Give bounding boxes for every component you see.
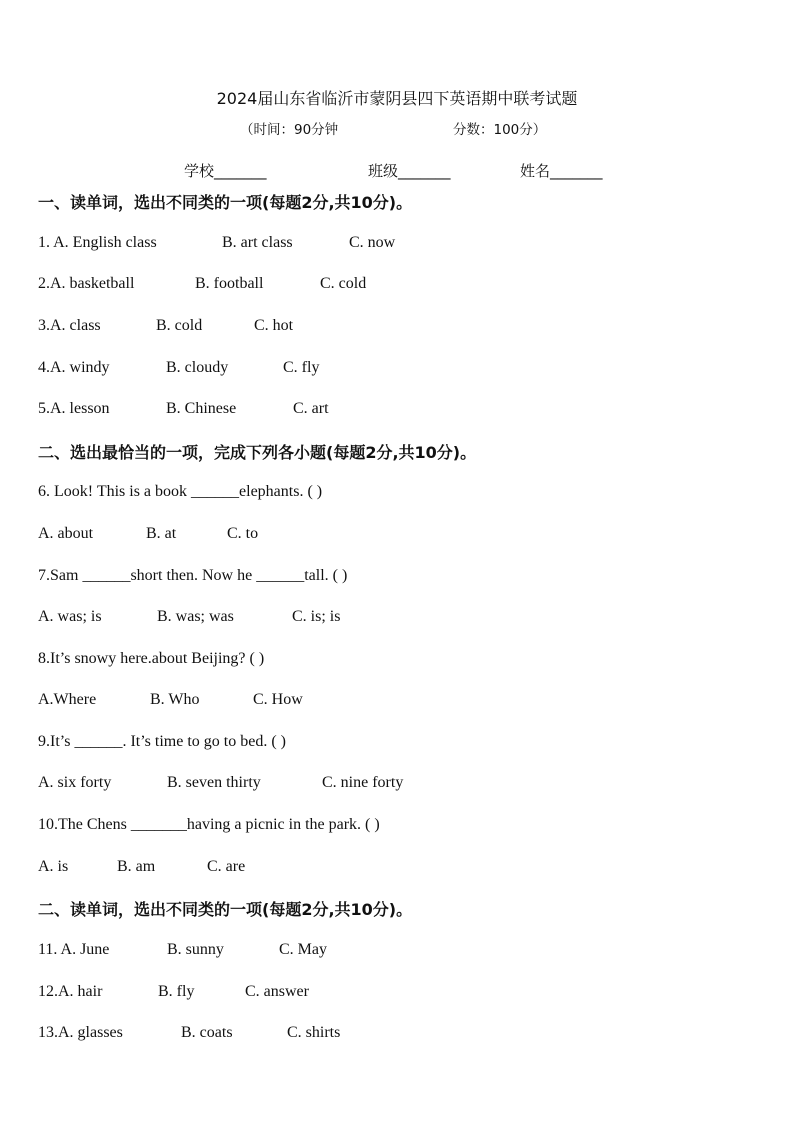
option-a: A. is: [38, 858, 69, 875]
question-line: [38, 359, 319, 377]
section-heading: 二、读单词，选出不同类的一项(每题2分,共10分)。: [38, 900, 413, 919]
option-a: 4.A. windy: [38, 359, 110, 376]
option-c: C. fly: [283, 359, 320, 376]
exam-time: （时间：90分钟: [240, 122, 339, 138]
question-line: [38, 858, 245, 876]
option-b: B. Who: [150, 691, 200, 708]
question-line: [38, 983, 309, 1001]
option-a: 11. A. June: [38, 941, 110, 958]
option-c: C. nine forty: [322, 774, 404, 791]
question-stem: 10.The Chens _______having a picnic in the park. ( ): [38, 816, 380, 833]
option-b: B. at: [146, 525, 177, 542]
option-c: C. shirts: [287, 1024, 341, 1041]
option-b: B. cold: [156, 317, 203, 334]
question-line: [38, 234, 395, 252]
school-field: 学校_______: [184, 162, 267, 180]
option-a: 12.A. hair: [38, 983, 103, 1000]
option-b: B. football: [195, 275, 264, 292]
option-b: B. fly: [158, 983, 195, 1000]
question-line: [38, 774, 403, 792]
option-a: A. six forty: [38, 774, 112, 791]
question-stem: 7.Sam ______short then. Now he ______tall. ( ): [38, 567, 348, 584]
option-a: 5.A. lesson: [38, 400, 110, 417]
option-c: C. are: [207, 858, 246, 875]
section-heading: 一、读单词，选出不同类的一项(每题2分,共10分)。: [38, 193, 413, 212]
option-b: B. coats: [181, 1024, 233, 1041]
option-a: 3.A. class: [38, 317, 101, 334]
option-b: B. was; was: [157, 608, 234, 625]
question-stem: 8.It’s snowy here.about Beijing? ( ): [38, 650, 265, 667]
option-c: C. now: [349, 234, 396, 251]
class-field: 班级_______: [368, 162, 451, 180]
option-b: B. am: [117, 858, 156, 875]
question-line: [38, 941, 327, 959]
option-c: C. How: [253, 691, 303, 708]
option-b: B. Chinese: [166, 400, 237, 417]
option-c: C. is; is: [292, 608, 341, 625]
question-line: [38, 525, 258, 543]
option-a: A. about: [38, 525, 94, 542]
question-stem: 9.It’s ______. It’s time to go to bed. ( ): [38, 733, 286, 750]
option-b: B. cloudy: [166, 359, 229, 376]
option-c: C. cold: [320, 275, 367, 292]
option-c: C. hot: [254, 317, 294, 334]
exam-score: 分数：100分）: [453, 122, 547, 138]
question-line: [38, 400, 329, 418]
option-a: 1. A. English class: [38, 234, 157, 251]
option-b: B. seven thirty: [167, 774, 261, 791]
option-c: C. answer: [245, 983, 309, 1000]
page-title: 2024届山东省临沂市蒙阴县四下英语期中联考试题: [216, 89, 578, 108]
option-a: A.Where: [38, 691, 97, 708]
question-line: [38, 608, 340, 626]
option-c: C. May: [279, 941, 327, 958]
option-a: 13.A. glasses: [38, 1024, 123, 1041]
question-line: [38, 317, 293, 335]
option-b: B. art class: [222, 234, 293, 251]
question-line: [38, 691, 303, 709]
question-stem: 6. Look! This is a book ______elephants. ( ): [38, 483, 323, 500]
option-a: 2.A. basketball: [38, 275, 135, 292]
name-field: 姓名_______: [520, 162, 603, 180]
option-b: B. sunny: [167, 941, 224, 958]
option-c: C. art: [293, 400, 329, 417]
section-heading: 二、选出最恰当的一项，完成下列各小题(每题2分,共10分)。: [38, 443, 477, 462]
option-a: A. was; is: [38, 608, 102, 625]
question-line: [38, 275, 366, 293]
option-c: C. to: [227, 525, 259, 542]
question-line: [38, 1024, 340, 1042]
